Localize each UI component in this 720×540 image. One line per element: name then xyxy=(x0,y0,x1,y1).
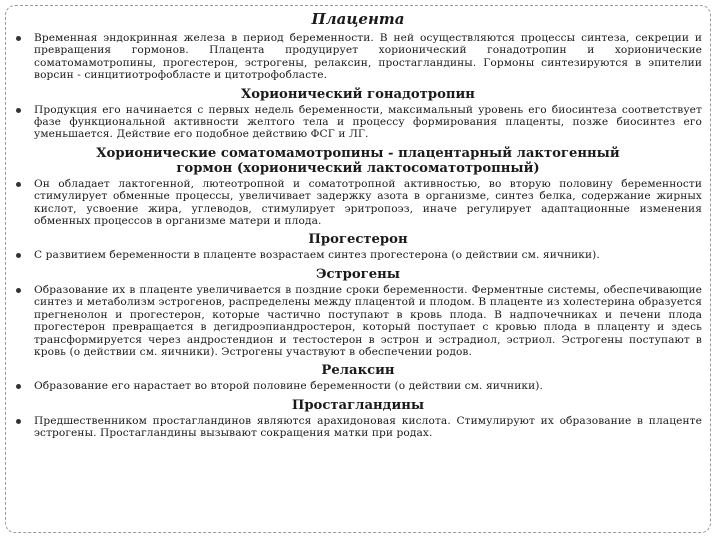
section-prostaglandins xyxy=(14,415,702,440)
bullet-icon xyxy=(16,253,21,258)
section-text: Предшественником простагландинов являются арахидоновая кислота. Стимулируют их образование в плаценте эстрогены. Простагландины вызывают сокращения матки при родах. xyxy=(34,414,702,440)
slide-frame xyxy=(5,5,711,533)
section-heading-progesterone: Прогестерон xyxy=(308,232,408,248)
section-text: Образование их в плаценте увеличивается в поздние сроки беременности. Ферментные системы, обеспечивающие синтез и метаболизм эстрогенов, распределены между плацентой и плодом. В плаценте из холестерина образуется прегненолон и прогестерон, которые частично поступают в кровь плода. В надпочечниках и печени плода прогестерон превращается в дегидроэпиандростерон, который поступает с кровью плода в плаценту и здесь трансформируется через андростендион и тестостерон в эстрон и эстрадиол, эстриол. Эстрогены поступают в кровь (о действии см. яичники). Эстрогены участвуют в обеспечении родов. xyxy=(34,283,702,358)
bullet-icon xyxy=(16,108,21,113)
section-relaxin xyxy=(14,380,702,392)
bullet-icon xyxy=(16,384,21,389)
section-text: Продукция его начинается с первых недель беременности, максимальный уровень его биосинтеза соответствует фазе функциональной активности желтого тела и процессу формирования плаценты, позже биосинтез его уменьшается. Действие его подобное действию ФСГ и ЛГ. xyxy=(34,103,702,141)
section-hcg xyxy=(14,104,702,141)
section-heading-prostaglandins: Простагландины xyxy=(291,397,425,413)
section-estrogens xyxy=(14,284,702,358)
section-heading-somatomammotropins: Хорионические соматомамотропины - плацентарный лактогенный гормон (хорионический лактосоматотропный) xyxy=(96,145,620,176)
section-heading-relaxin: Релаксин xyxy=(321,363,395,379)
section-text: Образование его нарастает во второй половине беременности (о действии см. яичники). xyxy=(34,380,543,393)
section-text: Он обладает лактогенной, лютеотропной и соматотропной активностью, во вторую половину беременности стимулирует обменные процессы, увеличивает задержку азота в организме, синтез белка, содержание жирных кислот, усвоение жира, углеводов, стимулирует эритропоэз, иначе регулирует адаптационные изменения обменных процессов в организме матери и плода. xyxy=(34,177,702,228)
bullet-icon xyxy=(16,182,21,187)
section-text: Временная эндокринная железа в период беременности. В ней осуществляются процессы синтеза, секреции и превращения гормонов. Плацента продуцирует хорионический гонадотропин и хорионические соматомамотропины, прогестерон, эстрогены, релаксин, простагландины. Гормоны синтезируются в эпителии ворсин - синцитиотрофобласте и цитотрофобласте. xyxy=(34,32,702,82)
bullet-icon xyxy=(16,419,21,424)
section-heading-hcg: Хорионический гонадотропин xyxy=(241,86,475,102)
section-intro xyxy=(14,32,702,82)
section-progesterone xyxy=(14,249,702,261)
bullet-icon xyxy=(16,288,21,293)
slide-content xyxy=(14,10,702,440)
page-title: Плацента xyxy=(311,10,405,28)
section-text: С развитием беременности в плаценте возрастаем синтез прогестерона (о действии см. яичники). xyxy=(34,249,600,262)
section-heading-estrogens: Эстрогены xyxy=(315,266,401,282)
bullet-icon xyxy=(16,36,21,41)
section-somatomammotropins xyxy=(14,178,702,228)
